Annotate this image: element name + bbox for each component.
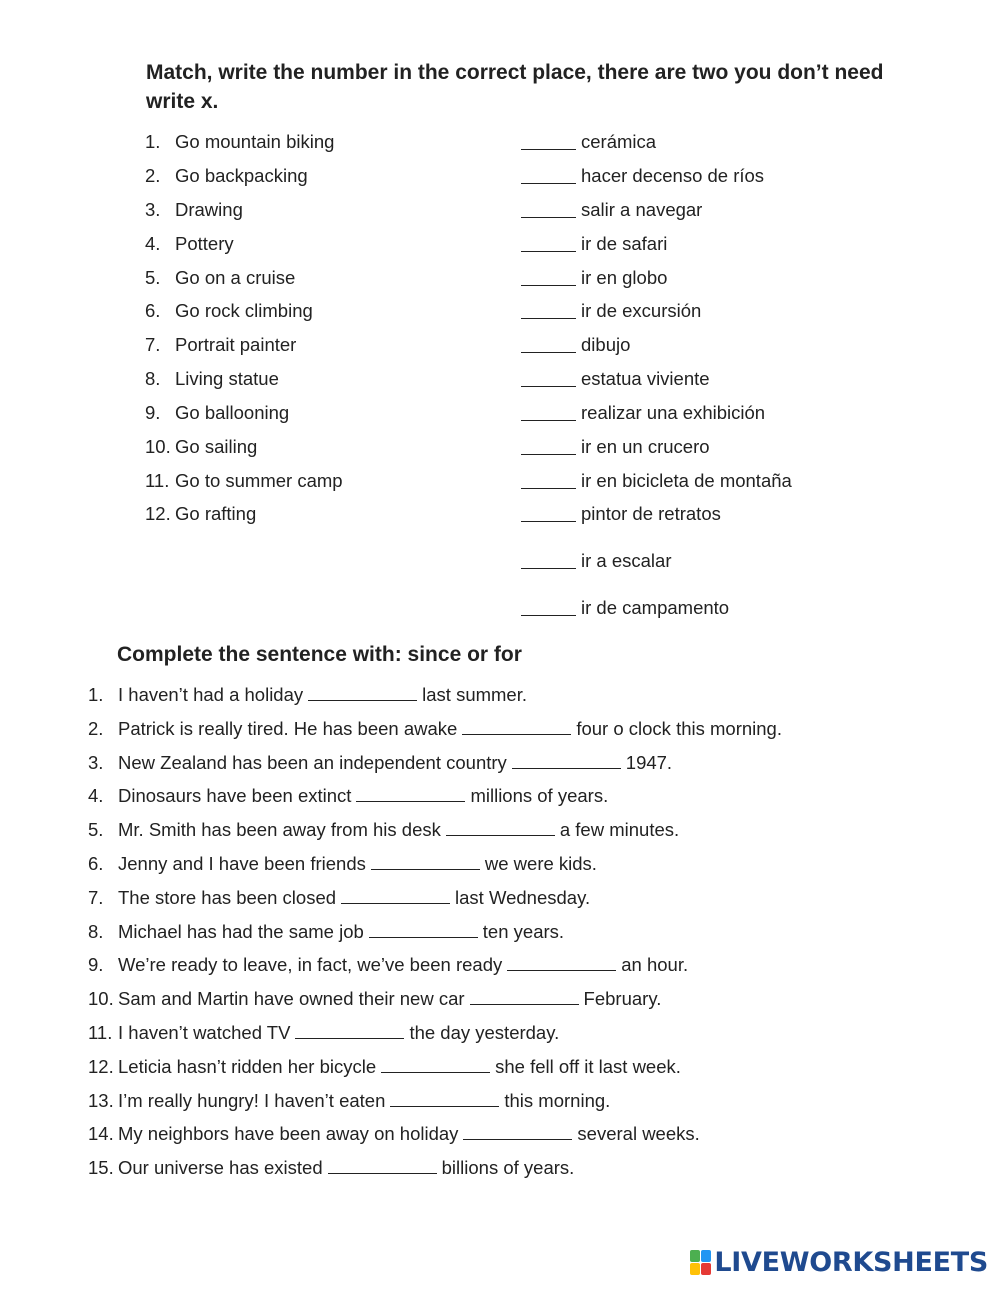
sentence-after-gap: ten years. [482, 921, 565, 942]
sentence-content [118, 717, 782, 741]
answer-blank[interactable] [521, 266, 576, 286]
sentence-after-gap: last Wednesday. [455, 887, 591, 908]
since-for-blank[interactable] [371, 853, 480, 870]
spanish-activity: ir en bicicleta de montaña [581, 470, 792, 491]
since-for-blank[interactable] [341, 887, 450, 904]
sentence-number: 8. [88, 921, 104, 942]
spanish-activity: salir a navegar [581, 199, 703, 220]
sentence-item [0, 1089, 1000, 1113]
sentence-after-gap: an hour. [621, 954, 689, 975]
item-number: 2. [145, 165, 161, 186]
sentence-item [0, 987, 1000, 1011]
sentence-content [118, 1021, 559, 1045]
sentence-number: 3. [88, 752, 104, 773]
sentence-number: 13. [88, 1090, 114, 1111]
sentence-item [0, 886, 1000, 910]
since-for-section-title: Complete the sentence with: since or for [117, 643, 522, 666]
sentence-after-gap: this morning. [504, 1090, 611, 1111]
since-for-blank[interactable] [446, 819, 555, 836]
match-right-item [0, 266, 1000, 290]
sentence-number: 6. [88, 853, 104, 874]
match-right-item [0, 299, 1000, 323]
sentence-after-gap: several weeks. [577, 1123, 700, 1144]
sentence-item [0, 1021, 1000, 1045]
sentence-before-gap: I haven’t had a holiday [118, 684, 304, 705]
sentence-content [118, 987, 661, 1011]
sentence-before-gap: We’re ready to leave, in fact, we’ve been ready [118, 954, 503, 975]
spanish-activity: realizar una exhibición [581, 402, 766, 423]
sentence-number: 1. [88, 684, 104, 705]
sentence-before-gap: I’m really hungry! I haven’t eaten [118, 1090, 386, 1111]
spanish-activity: ir en un crucero [581, 436, 710, 457]
english-activity: Go sailing [175, 436, 258, 457]
answer-blank[interactable] [521, 333, 576, 353]
sentence-item [0, 784, 1000, 808]
sentence-content [118, 683, 527, 707]
sentence-item [0, 920, 1000, 944]
english-activity: Go to summer camp [175, 470, 343, 491]
sentence-number: 2. [88, 718, 104, 739]
english-activity: Go on a cruise [175, 267, 296, 288]
spanish-activity: cerámica [581, 131, 657, 152]
answer-blank[interactable] [521, 164, 576, 184]
answer-blank[interactable] [521, 435, 576, 455]
sentence-after-gap: last summer. [422, 684, 527, 705]
sentence-before-gap: Jenny and I have been friends [118, 853, 366, 874]
sentence-number: 12. [88, 1056, 114, 1077]
answer-blank[interactable] [521, 367, 576, 387]
answer-blank[interactable] [521, 198, 576, 218]
english-activity: Drawing [175, 199, 243, 220]
item-number: 9. [145, 402, 161, 423]
sentence-before-gap: Our universe has existed [118, 1157, 323, 1178]
sentence-after-gap: she fell off it last week. [495, 1056, 681, 1077]
sentence-after-gap: 1947. [625, 752, 673, 773]
sentence-content [118, 751, 672, 775]
item-number: 1. [145, 131, 161, 152]
item-number: 10. [145, 436, 171, 457]
item-number: 12. [145, 503, 171, 524]
match-right-item [0, 164, 1000, 188]
english-activity: Go backpacking [175, 165, 308, 186]
since-for-blank[interactable] [463, 1123, 572, 1140]
match-right-item [0, 367, 1000, 391]
sentence-after-gap: millions of years. [470, 785, 609, 806]
sentence-after-gap: we were kids. [484, 853, 597, 874]
match-right-item [0, 469, 1000, 493]
spanish-activity: dibujo [581, 334, 631, 355]
answer-blank[interactable] [521, 469, 576, 489]
match-right-item [0, 596, 1000, 620]
sentence-after-gap: a few minutes. [559, 819, 680, 840]
match-right-item [0, 549, 1000, 573]
sentence-content [118, 784, 608, 808]
sentence-after-gap: February. [583, 988, 662, 1009]
sentence-number: 7. [88, 887, 104, 908]
sentence-before-gap: Sam and Martin have owned their new car [118, 988, 465, 1009]
spanish-activity: ir de campamento [581, 597, 730, 618]
sentence-item [0, 717, 1000, 741]
logo-icon [690, 1250, 712, 1276]
match-right-item [0, 401, 1000, 425]
sentence-item [0, 751, 1000, 775]
sentence-number: 4. [88, 785, 104, 806]
match-right-item [0, 502, 1000, 526]
sentence-content [118, 852, 597, 876]
spanish-activity: estatua viviente [581, 368, 710, 389]
match-right-item [0, 232, 1000, 256]
since-for-blank[interactable] [507, 954, 616, 971]
answer-blank[interactable] [521, 130, 576, 150]
sentence-number: 11. [88, 1022, 113, 1043]
match-right-item [0, 198, 1000, 222]
sentence-number: 14. [88, 1123, 114, 1144]
sentence-number: 9. [88, 954, 104, 975]
sentence-before-gap: Michael has had the same job [118, 921, 364, 942]
answer-blank[interactable] [521, 401, 576, 421]
sentence-content [118, 818, 679, 842]
sentence-content [118, 1089, 610, 1113]
item-number: 7. [145, 334, 161, 355]
english-activity: Pottery [175, 233, 234, 254]
sentence-content [118, 1122, 700, 1146]
english-activity: Go rock climbing [175, 300, 313, 321]
sentence-number: 15. [88, 1157, 114, 1178]
since-for-blank[interactable] [470, 988, 579, 1005]
since-for-blank[interactable] [512, 752, 621, 769]
spanish-activity: ir de excursión [581, 300, 702, 321]
sentence-item [0, 1156, 1000, 1180]
item-number: 4. [145, 233, 161, 254]
sentence-before-gap: Patrick is really tired. He has been awake [118, 718, 458, 739]
sentence-item [0, 953, 1000, 977]
answer-blank[interactable] [521, 596, 576, 616]
match-right-item [0, 333, 1000, 357]
sentence-item [0, 683, 1000, 707]
sentence-item [0, 818, 1000, 842]
sentence-before-gap: Mr. Smith has been away from his desk [118, 819, 441, 840]
since-for-blank[interactable] [462, 718, 571, 735]
item-number: 11. [145, 470, 170, 491]
sentence-item [0, 852, 1000, 876]
spanish-activity: ir a escalar [581, 550, 672, 571]
since-for-blank[interactable] [308, 684, 417, 701]
sentence-before-gap: My neighbors have been away on holiday [118, 1123, 459, 1144]
answer-blank[interactable] [521, 299, 576, 319]
sentence-item [0, 1055, 1000, 1079]
logo-brand-text: LIVEWORKSHEETS [714, 1247, 988, 1278]
sentence-before-gap: Dinosaurs have been extinct [118, 785, 352, 806]
sentence-content [118, 953, 688, 977]
since-for-blank[interactable] [381, 1056, 490, 1073]
sentence-before-gap: The store has been closed [118, 887, 337, 908]
spanish-activity: ir en globo [581, 267, 668, 288]
sentence-before-gap: I haven’t watched TV [118, 1022, 291, 1043]
sentence-number: 5. [88, 819, 104, 840]
english-activity: Go rafting [175, 503, 257, 524]
item-number: 3. [145, 199, 161, 220]
spanish-activity: hacer decenso de ríos [581, 165, 765, 186]
sentence-number: 10. [88, 988, 114, 1009]
since-for-blank[interactable] [328, 1157, 437, 1174]
sentence-item [0, 1122, 1000, 1146]
answer-blank[interactable] [521, 549, 576, 569]
match-section-title: Match, write the number in the correct place, there are two you don’t need write x. [146, 61, 884, 113]
english-activity: Go mountain biking [175, 131, 335, 152]
match-right-item [0, 130, 1000, 154]
sentence-content [118, 886, 590, 910]
match-right-item [0, 435, 1000, 459]
item-number: 8. [145, 368, 161, 389]
sentence-after-gap: four o clock this morning. [576, 718, 782, 739]
since-for-blank[interactable] [390, 1090, 499, 1107]
english-activity: Go ballooning [175, 402, 290, 423]
liveworksheets-logo [690, 1248, 988, 1278]
sentence-before-gap: Leticia hasn’t ridden her bicycle [118, 1056, 377, 1077]
english-activity: Portrait painter [175, 334, 297, 355]
spanish-activity: pintor de retratos [581, 503, 721, 524]
since-for-blank[interactable] [295, 1022, 404, 1039]
english-activity: Living statue [175, 368, 279, 389]
sentence-after-gap: billions of years. [441, 1157, 575, 1178]
item-number: 6. [145, 300, 161, 321]
spanish-activity: ir de safari [581, 233, 668, 254]
sentence-content [118, 1156, 574, 1180]
sentence-after-gap: the day yesterday. [409, 1022, 560, 1043]
since-for-blank[interactable] [369, 921, 478, 938]
sentence-before-gap: New Zealand has been an independent country [118, 752, 507, 773]
answer-blank[interactable] [521, 232, 576, 252]
item-number: 5. [145, 267, 161, 288]
answer-blank[interactable] [521, 502, 576, 522]
sentence-content [118, 1055, 681, 1079]
sentence-content [118, 920, 564, 944]
since-for-blank[interactable] [356, 785, 465, 802]
